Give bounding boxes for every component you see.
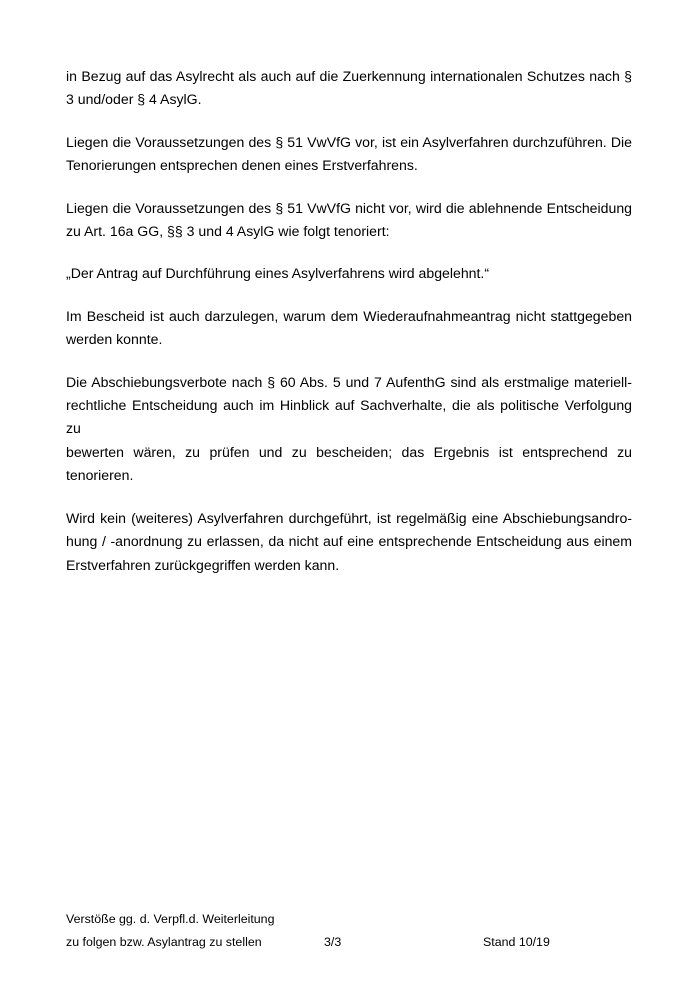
text-line: werden konnte. xyxy=(66,331,163,348)
text-line: Wird kein (weiteres) Asylverfahren durchgeführt, ist regelmäßig eine Abschiebungsandro- xyxy=(66,509,632,526)
text-line: bewerten wären, zu prüfen und zu bescheiden; das Ergebnis ist entsprechend zu tenorieren. xyxy=(66,443,632,484)
paragraph-continuation xyxy=(66,65,632,112)
text-line: Liegen die Voraussetzungen des § 51 VwVfG vor, ist ein Asylverfahren durchzuführen. Die xyxy=(66,133,632,150)
text-line: Die Abschiebungsverbote nach § 60 Abs. 5 und 7 AufenthG sind als erstmalige materiell- xyxy=(66,373,632,390)
page-number: 3/3 xyxy=(324,935,342,949)
text-line: Im Bescheid ist auch darzulegen, warum dem Wiederaufnahmeantrag nicht stattgegeben xyxy=(66,307,632,324)
paragraph-bescheid-reasoning xyxy=(66,305,632,352)
text-line: rechtliche Entscheidung auch im Hinblick auf Sachverhalte, die als politische Verfolgung zu xyxy=(66,397,632,437)
text-line: „Der Antrag auf Durchführung eines Asylverfahrens wird abgelehnt.“ xyxy=(66,265,490,282)
text-line: Tenorierungen entsprechen denen eines Erstverfahrens. xyxy=(66,157,418,174)
footer-title-line2: zu folgen bzw. Asylantrag zu stellen xyxy=(66,935,262,949)
text-line: hung / -anordnung zu erlassen, da nicht auf eine entsprechende Entscheidung aus einem xyxy=(66,533,632,550)
paragraph-section51-not-applies xyxy=(66,197,632,244)
text-line: Liegen die Voraussetzungen des § 51 VwVfG nicht vor, wird die ablehnende Entscheidung xyxy=(66,199,632,216)
document-body xyxy=(66,65,632,596)
text-line: 3 und/oder § 4 AsylG. xyxy=(66,91,202,108)
footer-title-line1: Verstöße gg. d. Verpfl.d. Weiterleitung xyxy=(66,912,275,926)
text-line: in Bezug auf das Asylrecht als auch auf die Zuerkennung internationalen Schutzes nach § xyxy=(66,68,632,84)
footer-stand: Stand 10/19 xyxy=(483,935,550,949)
text-line: zu Art. 16a GG, §§ 3 und 4 AsylG wie folgt tenoriert: xyxy=(66,223,390,240)
footer-row-2 xyxy=(66,931,632,954)
paragraph-section51-applies xyxy=(66,131,632,178)
paragraph-abschiebungsandrohung xyxy=(66,507,632,577)
text-line: Erstverfahren zurückgegriffen werden kann. xyxy=(66,556,340,573)
footer-row-1 xyxy=(66,908,632,931)
paragraph-abschiebungsverbote xyxy=(66,371,632,488)
page-footer xyxy=(66,908,632,954)
paragraph-tenor-quote xyxy=(66,262,632,285)
